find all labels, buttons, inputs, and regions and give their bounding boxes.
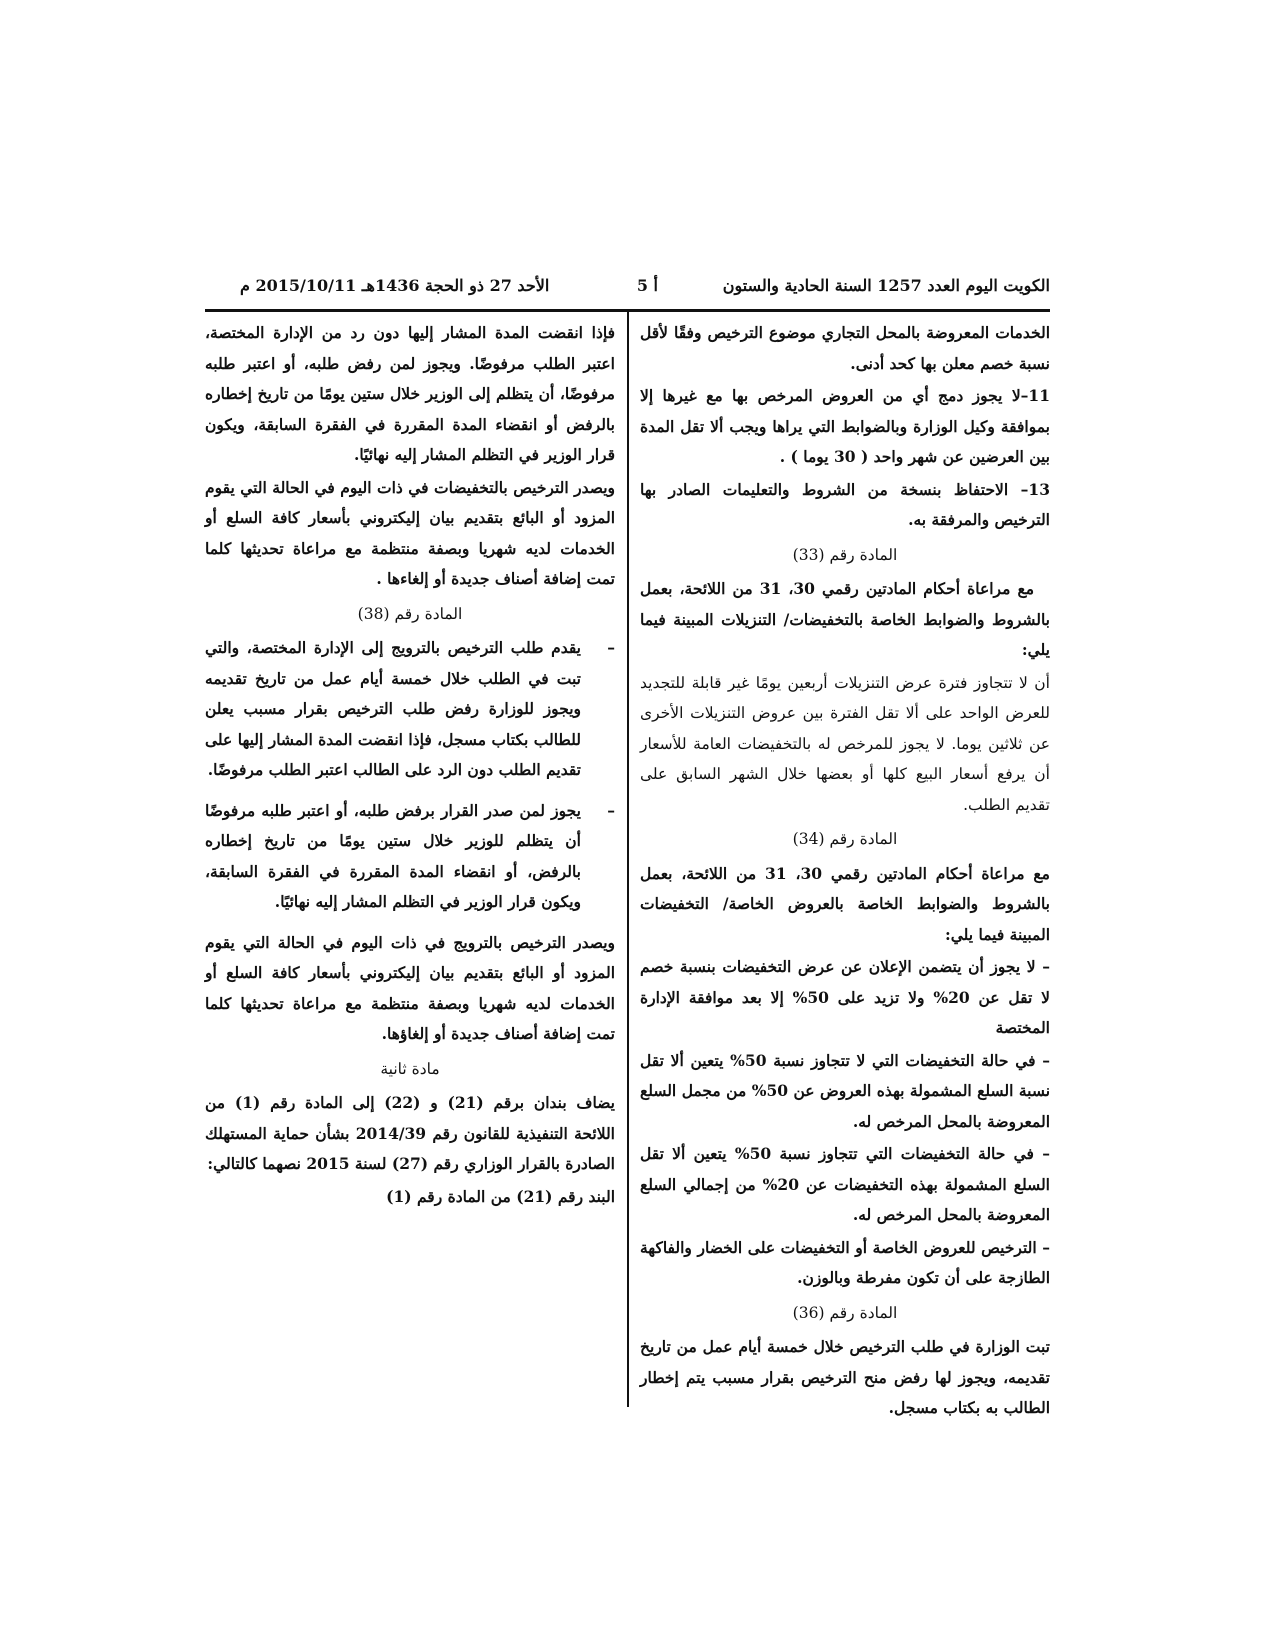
issue-date: الأحد 27 ذو الحجة 1436هـ 2015/10/11 م bbox=[240, 276, 550, 295]
paragraph: تبت الوزارة في طلب الترخيص خلال خمسة أيام عمل من تاريخ تقديمه، ويجوز لها رفض منح الترخيص بقرار مسبب يتم إخطار الطالب به بكتاب مسجل. bbox=[640, 1337, 1050, 1417]
list-item: – في حالة التخفيضات التي تتجاوز نسبة 50% يتعين ألا تقل السلع المشمولة بهذه التخفيضات عن 20% من إجمالي السلع المعروضة بالمحل المرخص له. bbox=[640, 1144, 1050, 1224]
dash-bullet: – bbox=[607, 638, 615, 657]
article-38-heading: المادة رقم (38) bbox=[357, 604, 463, 623]
page-number: أ 5 bbox=[636, 276, 658, 295]
paragraph: مع مراعاة أحكام المادتين رقمي 30، 31 من اللائحة، بعمل بالشروط والضوابط الخاصة بالتخفيضات/ التنزيلات المبينة فيما يلي: bbox=[640, 579, 1050, 659]
paragraph: ويصدر الترخيص بالترويج في ذات اليوم في الحالة التي يقوم المزود أو البائع بتقديم بيان إليكتروني بأسعار كافة السلع أو الخدمات لديه شهريا وبصفة منتظمة مع مراعاة تحديثها كلما تمت إضافة أصناف جديدة أو إلغاؤها. bbox=[205, 932, 615, 1043]
list-item: – لا يجوز أن يتضمن الإعلان عن عرض التخفيضات بنسبة خصم لا تقل عن 20% ولا تزيد على 50% إلا بعد موافقة الإدارة المختصة bbox=[640, 957, 1050, 1037]
paragraph: فإذا انقضت المدة المشار إليها دون رد من الإدارة المختصة، اعتبر الطلب مرفوضًا. ويجوز لمن رفض طلبه، أو اعتبر طلبه مرفوضًا، أن يتظلم إلى الوزير خلال ستين يومًا من تاريخ إخطاره بالرفض أو انقضاء المدة المقررة في الفقرة السابقة، ويكون قرار الوزير في التظلم المشار إليه نهائيًا. bbox=[205, 323, 615, 464]
paragraph: مع مراعاة أحكام المادتين رقمي 30، 31 من اللائحة، بعمل بالشروط والضوابط الخاصة بالعروض الخاصة/ التخفيضات المبينة فيما يلي: bbox=[640, 863, 1050, 944]
list-item bbox=[205, 633, 615, 786]
paragraph: يضاف بندان برقم (21) و (22) إلى المادة رقم (1) من اللائحة التنفيذية للقانون رقم 2014/39 بشأن حماية المستهلك الصادرة بالقرار الوزاري رقم (27) لسنة 2015 نصهما كالتالي: bbox=[205, 1093, 615, 1173]
dash-bullet: – bbox=[607, 800, 615, 820]
list-item-text: يقدم طلب الترخيص بالترويج إلى الإدارة المختصة، والتي تبت في الطلب خلال خمسة أيام عمل من تاريخ تقديمه ويجوز للوزارة رفض طلب الترخيص بقرار مسبب يعلن للطالب بكتاب مسجل، فإذا انقضت المدة المشار إليها على تقديم الطلب دون الرد على الطالب اعتبر الطلب مرفوضًا. bbox=[205, 638, 581, 779]
list-item: – في حالة التخفيضات التي لا تتجاوز نسبة 50% يتعين ألا تقل نسبة السلع المشمولة بهذه العروض عن 50% من مجمل السلع المعروضة بالمحل المرخص له. bbox=[640, 1050, 1051, 1131]
right-column bbox=[640, 318, 1050, 1426]
article-34-heading: المادة رقم (34) bbox=[792, 830, 898, 848]
article-second-heading: مادة ثانية bbox=[380, 1059, 440, 1078]
page-header bbox=[205, 276, 1050, 298]
left-column bbox=[205, 318, 615, 1214]
item-13: 13– الاحتفاظ بنسخة من الشروط والتعليمات الصادر بها الترخيص والمرفقة به. bbox=[640, 479, 1050, 529]
gazette-issue-info: الكويت اليوم العدد 1257 السنة الحادية والستون bbox=[722, 276, 1050, 295]
paragraph: الخدمات المعروضة بالمحل التجاري موضوع الترخيص وفقًا لأقل نسبة خصم معلن بها كحد أدنى. bbox=[640, 323, 1050, 373]
list-item: – الترخيص للعروض الخاصة أو التخفيضات على الخضار والفاكهة الطازجة على أن تكون مفرطة وبالوزن. bbox=[640, 1237, 1050, 1287]
article-33-heading: المادة رقم (33) bbox=[792, 545, 898, 564]
article-36-heading: المادة رقم (36) bbox=[792, 1303, 898, 1322]
list-item bbox=[205, 796, 615, 918]
column-divider bbox=[627, 312, 629, 1407]
item-11: 11–لا يجوز دمج أي من العروض المرخص بها مع غيرها إلا بموافقة وكيل الوزارة وبالضوابط التي يراها ويجب ألا تقل المدة بين العرضين عن شهر واحد ( 30 يوما ) . bbox=[640, 386, 1050, 466]
paragraph: ويصدر الترخيص بالتخفيضات في ذات اليوم في الحالة التي يقوم المزود أو البائع بتقديم بيان إليكتروني بأسعار كافة السلع أو الخدمات لديه شهريا وبصفة منتظمة مع مراعاة تحديثها كلما تمت إضافة أصناف جديدة أو إلغاءها . bbox=[205, 477, 615, 588]
list-item-text: يجوز لمن صدر القرار برفض طلبه، أو اعتبر طلبه مرفوضًا أن يتظلم للوزير خلال ستين يومًا من تاريخ إخطاره بالرفض، أو انقضاء المدة المقررة في الفقرة السابقة، ويكون قرار الوزير في التظلم المشار إليه نهائيًا. bbox=[205, 800, 581, 911]
paragraph: البند رقم (21) من المادة رقم (1) bbox=[386, 1186, 615, 1206]
paragraph: أن لا تتجاوز فترة عرض التنزيلات أربعين يومًا غير قابلة للتجديد للعرض الواحد على ألا تقل الفترة بين عروض التنزيلات الأخرى عن ثلاثين يوما. لا يجوز للمرخص له بالتخفيضات العامة للأسعار أن يرفع أسعار البيع كلها أو بعضها خلال الشهر السابق على تقديم الطلب. bbox=[640, 673, 1050, 814]
